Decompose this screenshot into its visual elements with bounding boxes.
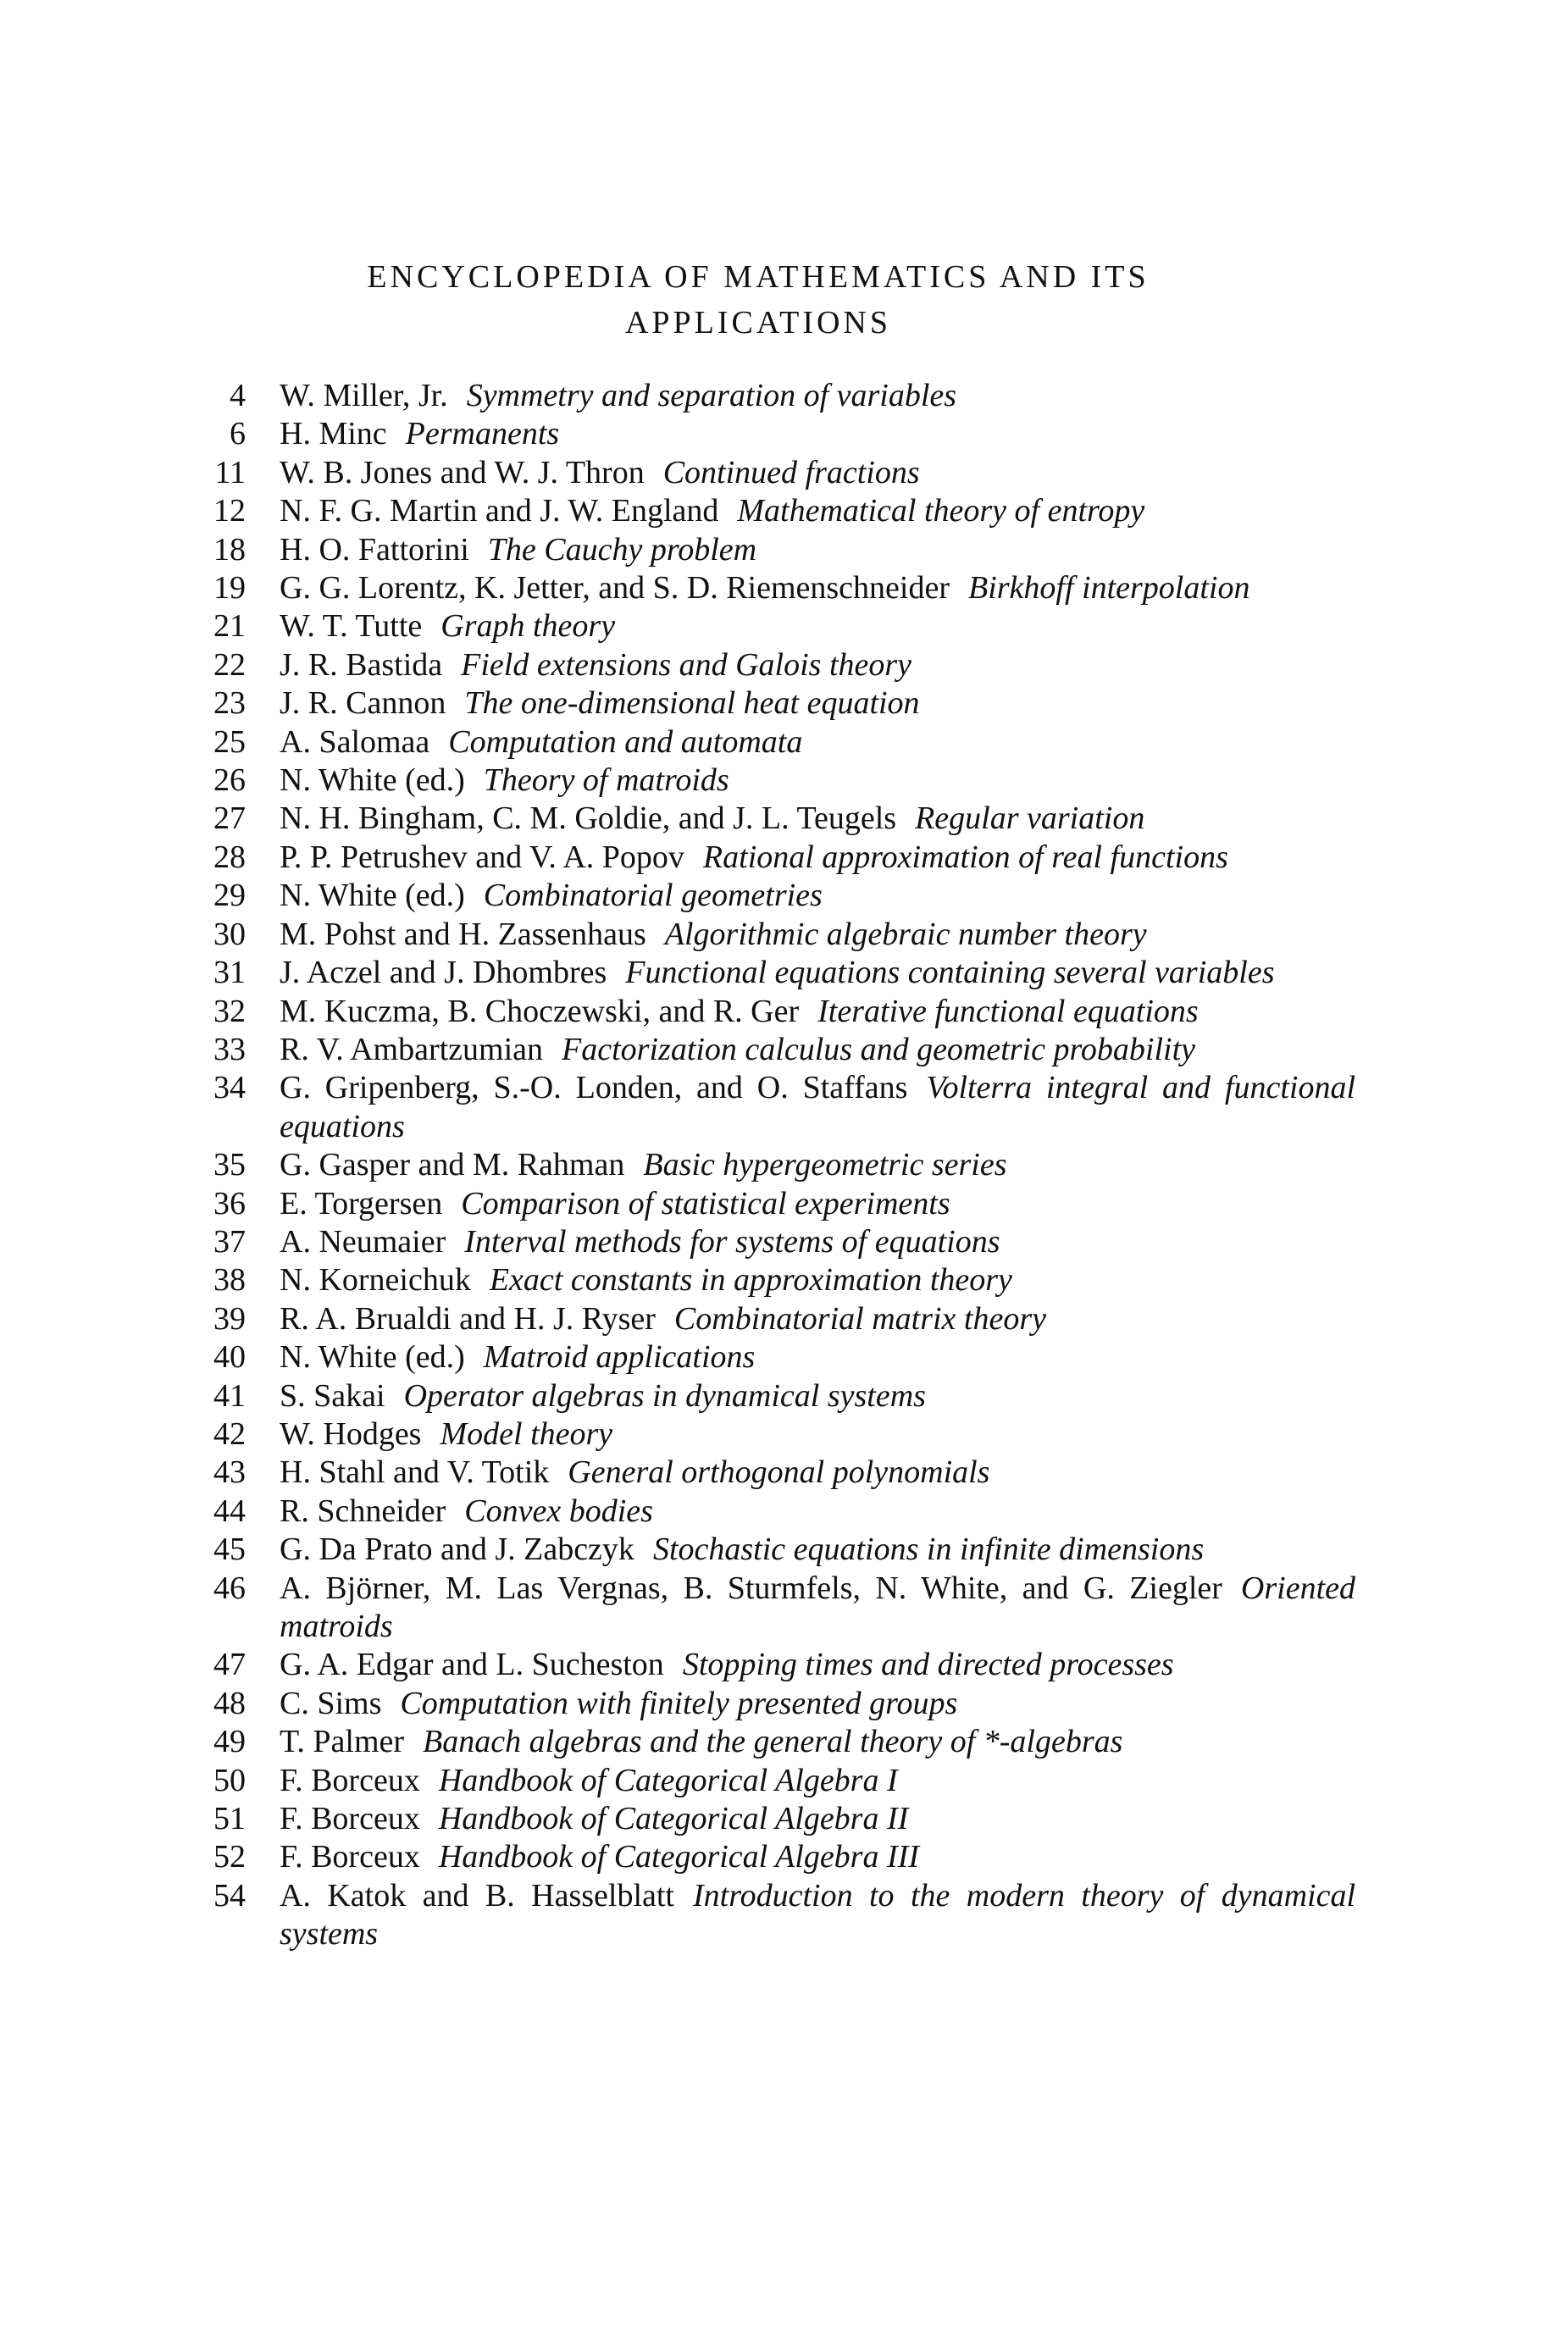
volume-number: 35 [213, 1147, 246, 1183]
volume-entry-text [280, 1031, 1355, 1069]
volume-title: Exact constants in approximation theory [489, 1262, 1012, 1299]
volume-number: 27 [213, 800, 246, 837]
volume-entry-text [280, 1762, 1355, 1800]
list-item [203, 607, 1355, 645]
volume-entry-text [280, 1493, 1355, 1531]
volume-number: 51 [213, 1801, 246, 1837]
volume-authors: J. R. Bastida [280, 646, 443, 683]
list-item [203, 1377, 1355, 1415]
volume-number: 21 [213, 608, 246, 645]
volume-entry-text [280, 1146, 1355, 1184]
volume-entry-text [280, 1300, 1355, 1338]
volume-number: 19 [213, 570, 246, 607]
volume-entry-text [280, 454, 1355, 492]
list-item [203, 1146, 1355, 1184]
list-item [203, 492, 1355, 530]
volume-title: Banach algebras and the general theory of *-algebras [423, 1724, 1123, 1760]
volume-entry-text [280, 762, 1355, 800]
volume-title: Rational approximation of real functions [702, 839, 1228, 875]
volume-number: 54 [213, 1877, 246, 1914]
volume-number: 40 [213, 1339, 246, 1376]
series-heading [280, 254, 1237, 346]
list-item [203, 1415, 1355, 1454]
volume-authors: F. Borceux [280, 1801, 420, 1837]
volume-title: Field extensions and Galois theory [461, 646, 912, 683]
volume-entry-text [280, 954, 1355, 992]
list-item [203, 1031, 1355, 1069]
volume-title: Continued fractions [662, 454, 920, 490]
volume-number: 42 [213, 1415, 246, 1452]
list-item [203, 800, 1355, 838]
volume-list [203, 377, 1355, 1954]
volume-number: 48 [213, 1685, 246, 1721]
volume-title: Permanents [405, 416, 560, 452]
volume-entry-text [280, 1185, 1355, 1223]
volume-title: Theory of matroids [483, 762, 729, 799]
volume-entry-text [280, 877, 1355, 915]
list-item [203, 839, 1355, 877]
volume-title: Computation and automata [448, 723, 803, 760]
volume-authors: R. Schneider [280, 1493, 446, 1529]
volume-number: 44 [213, 1493, 246, 1529]
volume-title: Handbook of Categorical Algebra III [438, 1839, 919, 1875]
volume-authors: H. O. Fattorini [280, 531, 469, 568]
volume-entry-text [280, 1261, 1355, 1299]
volume-entry-text [280, 607, 1355, 645]
list-item [203, 1338, 1355, 1376]
volume-number: 30 [213, 916, 246, 952]
volume-entry-text [280, 1454, 1355, 1492]
series-heading-line-2: APPLICATIONS [624, 305, 892, 341]
volume-entry-text [280, 1069, 1355, 1146]
volume-number: 26 [213, 762, 246, 799]
list-item [203, 1493, 1355, 1531]
volume-title: Handbook of Categorical Algebra I [438, 1762, 898, 1798]
volume-entry-text [280, 1531, 1355, 1569]
volume-title: Stopping times and directed processes [682, 1647, 1174, 1683]
volume-entry-text [280, 723, 1355, 762]
list-item [203, 454, 1355, 492]
volume-number: 11 [214, 454, 246, 490]
volume-authors: W. Miller, Jr. [280, 378, 448, 413]
list-item [203, 916, 1355, 954]
list-item [203, 1531, 1355, 1569]
list-item [203, 1223, 1355, 1261]
list-item [203, 1800, 1355, 1838]
volume-authors: T. Palmer [280, 1724, 405, 1760]
volume-title: Operator algebras in dynamical systems [403, 1377, 926, 1414]
list-item [203, 1723, 1355, 1761]
list-item [203, 1069, 1355, 1146]
volume-entry-text [280, 646, 1355, 684]
volume-authors: G. Gasper and M. Rahman [280, 1147, 625, 1183]
volume-title: The one-dimensional heat equation [464, 685, 920, 722]
volume-authors: N. F. G. Martin and J. W. England [280, 493, 719, 529]
list-item [203, 1185, 1355, 1223]
volume-number: 31 [213, 955, 246, 991]
list-item [203, 646, 1355, 684]
volume-entry-text [280, 492, 1355, 530]
volume-authors: H. Stahl and V. Totik [280, 1454, 550, 1491]
volume-authors: P. P. Petrushev and V. A. Popov [280, 839, 684, 875]
volume-title: Functional equations containing several variables [625, 955, 1275, 991]
list-item [203, 762, 1355, 800]
volume-number: 6 [230, 416, 246, 452]
volume-number: 52 [213, 1839, 246, 1875]
volume-title: Interval methods for systems of equations [464, 1223, 1000, 1260]
volume-number: 29 [213, 878, 246, 914]
volume-title: Factorization calculus and geometric probability [562, 1031, 1195, 1067]
list-item [203, 415, 1355, 453]
list-item [203, 877, 1355, 915]
volume-title: Comparison of statistical experiments [461, 1185, 950, 1221]
volume-title: Introduction to the modern theory of dynamical systems [280, 1877, 1356, 1953]
volume-entry-text [280, 531, 1355, 569]
volume-authors: C. Sims [280, 1685, 382, 1721]
volume-number: 47 [213, 1647, 246, 1683]
volume-number: 43 [213, 1454, 246, 1491]
volume-entry-text [280, 1415, 1355, 1454]
list-item [203, 569, 1355, 607]
volume-title: Convex bodies [464, 1493, 653, 1529]
volume-authors: N. White (ed.) [280, 878, 465, 914]
volume-title: Birkhoff interpolation [968, 570, 1250, 607]
volume-number: 12 [213, 493, 246, 529]
volume-authors: G. A. Edgar and L. Sucheston [280, 1647, 664, 1683]
volume-entry-text [280, 993, 1355, 1031]
volume-number: 49 [213, 1724, 246, 1760]
volume-title: Mathematical theory of entropy [737, 493, 1145, 529]
list-item [203, 1454, 1355, 1492]
volume-authors: N. Korneichuk [280, 1262, 471, 1299]
volume-number: 36 [213, 1185, 246, 1221]
list-item [203, 1685, 1355, 1723]
volume-number: 50 [213, 1762, 246, 1798]
list-item [203, 1762, 1355, 1800]
list-item [203, 954, 1355, 992]
volume-entry-text [280, 377, 1355, 415]
volume-number: 33 [213, 1031, 246, 1067]
volume-title: Combinatorial geometries [483, 878, 823, 914]
volume-title: Iterative functional equations [817, 993, 1199, 1029]
volume-entry-text [280, 1646, 1355, 1684]
volume-authors: A. Björner, M. Las Vergnas, B. Sturmfels, N. White, and G. Ziegler [280, 1570, 1222, 1606]
volume-title: Symmetry and separation of variables [466, 378, 957, 413]
volume-entry-text [280, 800, 1355, 838]
volume-authors: N. White (ed.) [280, 1339, 465, 1376]
series-heading-line-1: ENCYCLOPEDIA OF MATHEMATICS AND ITS [367, 259, 1150, 295]
volume-entry-text [280, 1338, 1355, 1376]
volume-number: 32 [213, 993, 246, 1029]
volume-title: Handbook of Categorical Algebra II [438, 1801, 909, 1837]
volume-number: 18 [213, 531, 246, 568]
volume-number: 25 [213, 723, 246, 760]
volume-title: Regular variation [915, 800, 1145, 837]
list-item [203, 1300, 1355, 1338]
list-item [203, 1877, 1355, 1954]
volume-title: The Cauchy problem [487, 531, 757, 568]
volume-number: 38 [213, 1262, 246, 1299]
volume-authors: M. Kuczma, B. Choczewski, and R. Ger [280, 993, 800, 1029]
volume-authors: M. Pohst and H. Zassenhaus [280, 916, 646, 952]
list-item [203, 684, 1355, 723]
list-item [203, 993, 1355, 1031]
volume-authors: W. T. Tutte [280, 608, 423, 645]
volume-number: 23 [213, 685, 246, 722]
volume-title: Model theory [440, 1415, 613, 1452]
volume-authors: G. Da Prato and J. Zabczyk [280, 1532, 634, 1568]
volume-entry-text [280, 1838, 1355, 1876]
volume-title: Oriented matroids [280, 1570, 1355, 1644]
volume-entry-text [280, 1570, 1355, 1647]
volume-authors: N. H. Bingham, C. M. Goldie, and J. L. Teugels [280, 800, 897, 837]
volume-authors: W. Hodges [280, 1415, 422, 1452]
volume-entry-text [280, 1877, 1355, 1954]
volume-entry-text [280, 839, 1355, 877]
volume-number: 41 [213, 1377, 246, 1414]
volume-authors: A. Katok and B. Hasselblatt [280, 1877, 674, 1914]
volume-title: Matroid applications [483, 1339, 756, 1376]
list-item [203, 1570, 1355, 1647]
list-item [203, 1261, 1355, 1299]
volume-number: 39 [213, 1300, 246, 1337]
volume-number: 46 [213, 1570, 246, 1606]
volume-number: 45 [213, 1532, 246, 1568]
volume-authors: A. Neumaier [280, 1223, 446, 1260]
volume-authors: A. Salomaa [280, 723, 430, 760]
volume-title: General orthogonal polynomials [568, 1454, 990, 1491]
volume-entry-text [280, 1800, 1355, 1838]
volume-authors: G. G. Lorentz, K. Jetter, and S. D. Riemenschneider [280, 570, 950, 607]
volume-number: 37 [213, 1223, 246, 1260]
volume-authors: S. Sakai [280, 1377, 385, 1414]
volume-title: Graph theory [440, 608, 616, 645]
volume-authors: R. V. Ambartzumian [280, 1031, 544, 1067]
volume-authors: F. Borceux [280, 1839, 420, 1875]
volume-title: Computation with finitely presented groups [400, 1685, 958, 1721]
list-item [203, 723, 1355, 762]
volume-title: Stochastic equations in infinite dimensions [652, 1532, 1205, 1568]
list-item [203, 531, 1355, 569]
list-item [203, 1838, 1355, 1876]
volume-title: Volterra integral and functional equations [280, 1070, 1356, 1144]
volume-entry-text [280, 1723, 1355, 1761]
volume-authors: H. Minc [280, 416, 387, 452]
volume-number: 22 [213, 646, 246, 683]
volume-authors: W. B. Jones and W. J. Thron [280, 454, 645, 490]
volume-title: Combinatorial matrix theory [673, 1300, 1047, 1337]
volume-entry-text [280, 415, 1355, 453]
volume-number: 4 [230, 378, 246, 413]
volume-entry-text [280, 569, 1355, 607]
volume-authors: N. White (ed.) [280, 762, 465, 799]
volume-number: 28 [213, 839, 246, 875]
volume-entry-text [280, 1223, 1355, 1261]
volume-entry-text [280, 1377, 1355, 1415]
list-item [203, 377, 1355, 415]
volume-authors: R. A. Brualdi and H. J. Ryser [280, 1300, 656, 1337]
volume-entry-text [280, 916, 1355, 954]
list-item [203, 1646, 1355, 1684]
volume-number: 34 [213, 1070, 246, 1106]
volume-authors: J. Aczel and J. Dhombres [280, 955, 607, 991]
volume-authors: J. R. Cannon [280, 685, 446, 722]
volume-title: Algorithmic algebraic number theory [664, 916, 1147, 952]
volume-entry-text [280, 684, 1355, 723]
volume-authors: E. Torgersen [280, 1185, 443, 1221]
volume-authors: G. Gripenberg, S.-O. Londen, and O. Staffans [280, 1070, 908, 1106]
volume-authors: F. Borceux [280, 1762, 420, 1798]
volume-entry-text [280, 1685, 1355, 1723]
volume-title: Basic hypergeometric series [643, 1147, 1007, 1183]
